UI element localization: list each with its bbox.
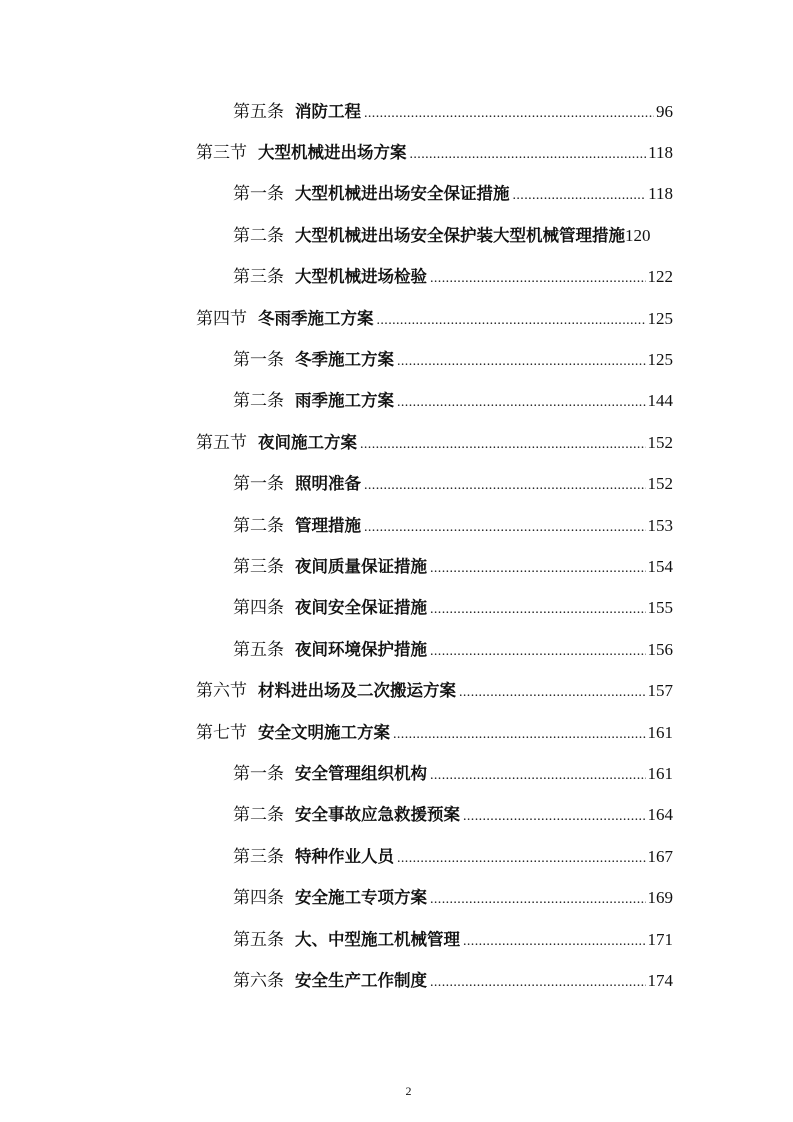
dot-leader	[393, 725, 646, 745]
entry-label: 第二条	[233, 391, 284, 412]
entry-title: 雨季施工方案	[295, 391, 394, 411]
entry-label: 第五条	[233, 639, 284, 660]
toc-article-entry[interactable]	[233, 795, 673, 836]
entry-label: 第六节	[196, 681, 247, 702]
entry-page-number: 152	[647, 432, 673, 452]
entry-page-number: 120	[625, 225, 651, 245]
toc-article-entry[interactable]	[233, 588, 673, 629]
entry-page-number: 157	[647, 681, 673, 701]
toc-article-entry[interactable]	[233, 960, 673, 1001]
toc-article-entry[interactable]	[233, 215, 713, 256]
page-number: 2	[405, 1084, 412, 1098]
entry-title: 夜间质量保证措施	[295, 556, 427, 576]
dot-leader	[397, 849, 646, 869]
entry-title: 安全施工专项方案	[295, 888, 427, 908]
dot-leader	[430, 600, 646, 620]
entry-title: 管理措施	[295, 515, 361, 535]
toc-article-entry[interactable]	[233, 836, 673, 877]
entry-title: 冬季施工方案	[295, 350, 394, 370]
toc-section-entry[interactable]	[196, 670, 673, 711]
entry-label: 第二条	[233, 515, 284, 536]
toc-article-entry[interactable]	[233, 464, 673, 505]
toc-article-entry[interactable]	[233, 257, 673, 298]
entry-label: 第二条	[233, 805, 284, 826]
dot-leader	[513, 186, 647, 206]
entry-label: 第二条	[233, 225, 284, 246]
entry-label: 第四节	[196, 308, 247, 329]
entry-page-number: 169	[647, 888, 673, 908]
toc-article-entry[interactable]	[233, 753, 673, 794]
entry-title: 大型机械进场检验	[295, 267, 427, 287]
entry-page-number: 174	[647, 970, 673, 990]
entry-label: 第一条	[233, 350, 284, 371]
entry-title: 大、中型施工机械管理	[295, 929, 460, 949]
dot-leader	[463, 807, 646, 827]
toc-section-entry[interactable]	[196, 712, 673, 753]
toc-article-entry[interactable]	[233, 505, 673, 546]
toc-article-entry[interactable]	[233, 877, 673, 918]
entry-title: 夜间施工方案	[258, 432, 357, 452]
table-of-contents	[0, 91, 793, 1002]
dot-leader	[397, 393, 646, 413]
entry-page-number: 161	[647, 722, 673, 742]
entry-title: 特种作业人员	[295, 846, 394, 866]
entry-title: 安全管理组织机构	[295, 763, 427, 783]
entry-page-number: 144	[647, 391, 673, 411]
toc-article-entry[interactable]	[233, 174, 673, 215]
entry-page-number: 167	[647, 846, 673, 866]
entry-label: 第五条	[233, 929, 284, 950]
dot-leader	[364, 518, 646, 538]
entry-title: 安全事故应急救援预案	[295, 805, 460, 825]
dot-leader	[360, 435, 646, 455]
entry-page-number: 118	[648, 184, 673, 204]
entry-title: 夜间安全保证措施	[295, 598, 427, 618]
dot-leader	[430, 766, 646, 786]
entry-page-number: 154	[647, 556, 673, 576]
toc-article-entry[interactable]	[233, 546, 673, 587]
entry-title: 安全文明施工方案	[258, 722, 390, 742]
entry-label: 第七节	[196, 722, 247, 743]
entry-title: 照明准备	[295, 474, 361, 494]
entry-label: 第五条	[233, 101, 284, 122]
entry-page-number: 122	[647, 267, 673, 287]
entry-label: 第一条	[233, 474, 284, 495]
dot-leader	[430, 269, 646, 289]
entry-page-number: 171	[647, 929, 673, 949]
entry-label: 第四条	[233, 598, 284, 619]
entry-title: 夜间环境保护措施	[295, 639, 427, 659]
dot-leader	[430, 890, 646, 910]
toc-section-entry[interactable]	[196, 298, 673, 339]
entry-label: 第一条	[233, 763, 284, 784]
entry-label: 第六条	[233, 970, 284, 991]
entry-page-number: 96	[656, 101, 673, 121]
toc-article-entry[interactable]	[233, 629, 673, 670]
dot-leader	[459, 683, 646, 703]
dot-leader	[364, 104, 654, 124]
entry-title: 安全生产工作制度	[295, 970, 427, 990]
entry-page-number: 164	[647, 805, 673, 825]
entry-title: 消防工程	[295, 101, 361, 121]
entry-title: 大型机械进出场安全保证措施	[295, 184, 510, 204]
entry-label: 第五节	[196, 432, 247, 453]
entry-label: 第三条	[233, 556, 284, 577]
entry-page-number: 152	[647, 474, 673, 494]
dot-leader	[397, 352, 646, 372]
dot-leader	[410, 145, 647, 165]
entry-label: 第三条	[233, 846, 284, 867]
toc-article-entry[interactable]	[233, 339, 673, 380]
entry-page-number: 155	[647, 598, 673, 618]
dot-leader	[364, 476, 646, 496]
entry-page-number: 156	[647, 639, 673, 659]
entry-label: 第一条	[233, 184, 284, 205]
toc-section-entry[interactable]	[196, 422, 673, 463]
entry-label: 第四条	[233, 888, 284, 909]
toc-section-entry[interactable]	[196, 132, 673, 173]
dot-leader	[430, 973, 646, 993]
entry-title: 大型机械进出场安全保护装大型机械管理措施	[295, 225, 625, 245]
entry-page-number: 153	[647, 515, 673, 535]
entry-page-number: 118	[648, 143, 673, 163]
dot-leader	[430, 642, 646, 662]
toc-article-entry[interactable]	[233, 91, 673, 132]
entry-label: 第三节	[196, 143, 247, 164]
dot-leader	[377, 311, 646, 331]
entry-page-number: 125	[647, 308, 673, 328]
toc-article-entry[interactable]	[233, 919, 673, 960]
dot-leader	[430, 559, 646, 579]
dot-leader	[463, 932, 646, 952]
entry-title: 材料进出场及二次搬运方案	[258, 681, 456, 701]
entry-label: 第三条	[233, 267, 284, 288]
toc-article-entry[interactable]	[233, 381, 673, 422]
entry-title: 大型机械进出场方案	[258, 143, 407, 163]
entry-page-number: 161	[647, 763, 673, 783]
entry-title: 冬雨季施工方案	[258, 308, 374, 328]
entry-page-number: 125	[647, 350, 673, 370]
